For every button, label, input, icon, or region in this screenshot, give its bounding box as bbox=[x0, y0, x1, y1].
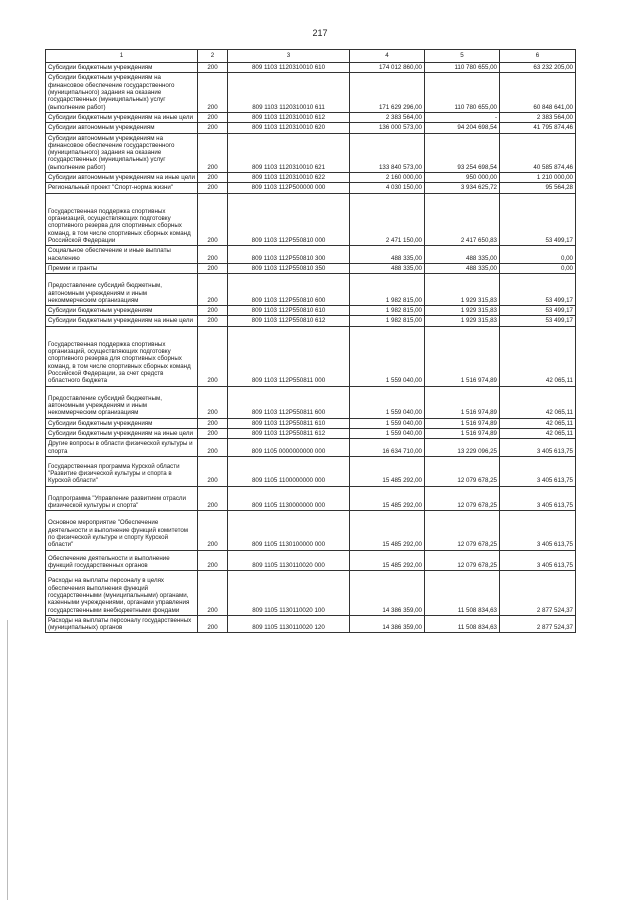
unexecuted-amount: 42 065,11 bbox=[500, 428, 576, 438]
unexecuted-amount: 3 405 613,75 bbox=[500, 511, 576, 550]
budget-item-name: Государственная поддержка спортивных организаций, осуществляющих подготовку спортивного резерва для спортивных сборных команд, в том числе спортивных сборных команд Российской Федерации, за счет средств областного бюджета bbox=[46, 326, 198, 386]
line-code: 200 bbox=[198, 418, 228, 428]
table-row bbox=[46, 386, 576, 418]
line-code: 200 bbox=[198, 550, 228, 571]
unexecuted-amount: 42 065,11 bbox=[500, 386, 576, 418]
unexecuted-amount: 0,00 bbox=[500, 263, 576, 273]
table-row bbox=[46, 418, 576, 428]
approved-amount: 1 982 815,00 bbox=[350, 274, 425, 306]
table-row bbox=[46, 486, 576, 511]
approved-amount: 1 982 815,00 bbox=[350, 316, 425, 326]
budget-classification-code: 809 1103 112P550810 600 bbox=[228, 274, 350, 306]
line-code: 200 bbox=[198, 486, 228, 511]
unexecuted-amount: 42 065,11 bbox=[500, 418, 576, 428]
budget-classification-code: 809 1103 112P550810 000 bbox=[228, 193, 350, 246]
executed-amount: 2 417 650,83 bbox=[425, 193, 500, 246]
budget-classification-code: 809 1105 1100000000 000 bbox=[228, 456, 350, 486]
approved-amount: 1 559 040,00 bbox=[350, 418, 425, 428]
executed-amount: 488 335,00 bbox=[425, 246, 500, 264]
unexecuted-amount: 53 499,17 bbox=[500, 306, 576, 316]
line-code: 200 bbox=[198, 428, 228, 438]
executed-amount: 488 335,00 bbox=[425, 263, 500, 273]
budget-item-name: Обеспечение деятельности и выполнение функций государственных органов bbox=[46, 550, 198, 571]
line-code: 200 bbox=[198, 173, 228, 183]
approved-amount: 15 485 292,00 bbox=[350, 456, 425, 486]
table-row bbox=[46, 263, 576, 273]
line-code: 200 bbox=[198, 123, 228, 133]
table-row bbox=[46, 193, 576, 246]
executed-amount: - bbox=[425, 112, 500, 122]
budget-item-name: Субсидии бюджетным учреждениям bbox=[46, 306, 198, 316]
budget-classification-code: 809 1103 1120310010 622 bbox=[228, 173, 350, 183]
approved-amount: 136 000 573,00 bbox=[350, 123, 425, 133]
budget-classification-code: 809 1103 112P500000 000 bbox=[228, 183, 350, 193]
budget-classification-code: 809 1103 1120310010 611 bbox=[228, 73, 350, 113]
line-code: 200 bbox=[198, 439, 228, 457]
table-row bbox=[46, 246, 576, 264]
budget-classification-code: 809 1103 1120310010 612 bbox=[228, 112, 350, 122]
unexecuted-amount: 40 585 874,46 bbox=[500, 133, 576, 173]
unexecuted-amount: 2 877 524,37 bbox=[500, 571, 576, 616]
table-row bbox=[46, 326, 576, 386]
line-code: 200 bbox=[198, 73, 228, 113]
approved-amount: 171 629 296,00 bbox=[350, 73, 425, 113]
table-row bbox=[46, 550, 576, 571]
budget-item-name: Предоставление субсидий бюджетным, автономным учреждениям и иным некоммерческим организациям bbox=[46, 386, 198, 418]
budget-classification-code: 809 1103 1120310010 620 bbox=[228, 123, 350, 133]
line-code: 200 bbox=[198, 326, 228, 386]
table-row bbox=[46, 63, 576, 73]
approved-amount: 488 335,00 bbox=[350, 263, 425, 273]
column-header: 4 bbox=[350, 50, 425, 63]
table-row bbox=[46, 456, 576, 486]
budget-classification-code: 809 1103 112P550811 610 bbox=[228, 418, 350, 428]
budget-item-name: Субсидии бюджетным учреждениям на иные цели bbox=[46, 428, 198, 438]
executed-amount: 1 516 974,89 bbox=[425, 386, 500, 418]
budget-item-name: Предоставление субсидий бюджетным, автономным учреждениям и иным некоммерческим организациям bbox=[46, 274, 198, 306]
column-header: 6 bbox=[500, 50, 576, 63]
table-row bbox=[46, 439, 576, 457]
executed-amount: 950 000,00 bbox=[425, 173, 500, 183]
approved-amount: 1 559 040,00 bbox=[350, 386, 425, 418]
unexecuted-amount: 2 383 564,00 bbox=[500, 112, 576, 122]
executed-amount: 94 204 698,54 bbox=[425, 123, 500, 133]
unexecuted-amount: 95 564,28 bbox=[500, 183, 576, 193]
approved-amount: 1 559 040,00 bbox=[350, 428, 425, 438]
table-row bbox=[46, 112, 576, 122]
table-row bbox=[46, 183, 576, 193]
unexecuted-amount: 2 877 524,37 bbox=[500, 615, 576, 633]
approved-amount: 15 485 292,00 bbox=[350, 486, 425, 511]
executed-amount: 110 780 655,00 bbox=[425, 73, 500, 113]
executed-amount: 12 079 678,25 bbox=[425, 456, 500, 486]
unexecuted-amount: 53 499,17 bbox=[500, 274, 576, 306]
budget-item-name: Другие вопросы в области физической культуры и спорта bbox=[46, 439, 198, 457]
table-row bbox=[46, 428, 576, 438]
executed-amount: 1 516 974,89 bbox=[425, 326, 500, 386]
table-row bbox=[46, 123, 576, 133]
budget-classification-code: 809 1105 1130100000 000 bbox=[228, 511, 350, 550]
line-code: 200 bbox=[198, 246, 228, 264]
budget-item-name: Основное мероприятие "Обеспечение деятельности и выполнение функций комитетом по физической культуре и спорту Курской области" bbox=[46, 511, 198, 550]
approved-amount: 133 840 573,00 bbox=[350, 133, 425, 173]
approved-amount: 488 335,00 bbox=[350, 246, 425, 264]
approved-amount: 15 485 292,00 bbox=[350, 550, 425, 571]
executed-amount: 12 079 678,25 bbox=[425, 511, 500, 550]
budget-item-name: Субсидии бюджетным учреждениям на иные цели bbox=[46, 316, 198, 326]
approved-amount: 2 471 150,00 bbox=[350, 193, 425, 246]
column-header: 3 bbox=[228, 50, 350, 63]
approved-amount: 4 030 150,00 bbox=[350, 183, 425, 193]
unexecuted-amount: 42 065,11 bbox=[500, 326, 576, 386]
line-code: 200 bbox=[198, 306, 228, 316]
line-code: 200 bbox=[198, 571, 228, 616]
approved-amount: 1 982 815,00 bbox=[350, 306, 425, 316]
executed-amount: 1 929 315,83 bbox=[425, 316, 500, 326]
table-row bbox=[46, 133, 576, 173]
table-row bbox=[46, 615, 576, 633]
approved-amount: 14 386 359,00 bbox=[350, 615, 425, 633]
line-code: 200 bbox=[198, 112, 228, 122]
budget-classification-code: 809 1105 1130110020 000 bbox=[228, 550, 350, 571]
executed-amount: 11 508 834,63 bbox=[425, 615, 500, 633]
approved-amount: 174 012 860,00 bbox=[350, 63, 425, 73]
table-row bbox=[46, 306, 576, 316]
approved-amount: 16 634 710,00 bbox=[350, 439, 425, 457]
line-code: 200 bbox=[198, 386, 228, 418]
table-row bbox=[46, 173, 576, 183]
budget-item-name: Расходы на выплаты персоналу государственных (муниципальных) органов bbox=[46, 615, 198, 633]
budget-item-name: Субсидии автономным учреждениям на финансовое обеспечение государственного (муниципального) задания на оказание государственных (муниципальных) услуг (выполнение работ) bbox=[46, 133, 198, 173]
executed-amount: 3 934 625,72 bbox=[425, 183, 500, 193]
executed-amount: 12 079 678,25 bbox=[425, 486, 500, 511]
line-code: 200 bbox=[198, 511, 228, 550]
table-row bbox=[46, 73, 576, 113]
table-row bbox=[46, 316, 576, 326]
unexecuted-amount: 3 405 613,75 bbox=[500, 456, 576, 486]
budget-item-name: Государственная поддержка спортивных организаций, осуществляющих подготовку спортивного резерва для спортивных сборных команд, в том числе спортивных сборных команд Российской Федерации bbox=[46, 193, 198, 246]
line-code: 200 bbox=[198, 183, 228, 193]
budget-item-name: Субсидии бюджетным учреждениям bbox=[46, 418, 198, 428]
budget-item-name: Субсидии автономным учреждениям bbox=[46, 123, 198, 133]
table-row bbox=[46, 274, 576, 306]
approved-amount: 15 485 292,00 bbox=[350, 511, 425, 550]
executed-amount: 110 780 655,00 bbox=[425, 63, 500, 73]
budget-classification-code: 809 1105 0000000000 000 bbox=[228, 439, 350, 457]
executed-amount: 1 516 974,89 bbox=[425, 418, 500, 428]
executed-amount: 12 079 678,25 bbox=[425, 550, 500, 571]
budget-item-name: Подпрограмма "Управление развитием отрасли физической культуры и спорта" bbox=[46, 486, 198, 511]
budget-item-name: Премии и гранты bbox=[46, 263, 198, 273]
budget-item-name: Субсидии бюджетным учреждениям на финансовое обеспечение государственного (муниципального) задания на оказание государственных (муниципальных) услуг (выполнение работ) bbox=[46, 73, 198, 113]
approved-amount: 14 386 359,00 bbox=[350, 571, 425, 616]
approved-amount: 2 383 564,00 bbox=[350, 112, 425, 122]
budget-classification-code: 809 1105 1130110020 120 bbox=[228, 615, 350, 633]
executed-amount: 11 508 834,63 bbox=[425, 571, 500, 616]
unexecuted-amount: 41 795 874,46 bbox=[500, 123, 576, 133]
budget-item-name: Субсидии бюджетным учреждениям на иные цели bbox=[46, 112, 198, 122]
budget-classification-code: 809 1105 1130000000 000 bbox=[228, 486, 350, 511]
page-number: 217 bbox=[312, 28, 328, 38]
table-row bbox=[46, 511, 576, 550]
budget-classification-code: 809 1105 1130110020 100 bbox=[228, 571, 350, 616]
table-row bbox=[46, 571, 576, 616]
approved-amount: 2 160 000,00 bbox=[350, 173, 425, 183]
unexecuted-amount: 3 405 613,75 bbox=[500, 486, 576, 511]
unexecuted-amount: 63 232 205,00 bbox=[500, 63, 576, 73]
line-code: 200 bbox=[198, 456, 228, 486]
table-header-row bbox=[46, 50, 576, 63]
column-header: 1 bbox=[46, 50, 198, 63]
budget-classification-code: 809 1103 112P550811 612 bbox=[228, 428, 350, 438]
budget-classification-code: 809 1103 112P550810 610 bbox=[228, 306, 350, 316]
unexecuted-amount: 1 210 000,00 bbox=[500, 173, 576, 183]
budget-classification-code: 809 1103 112P550810 612 bbox=[228, 316, 350, 326]
budget-classification-code: 809 1103 112P550810 300 bbox=[228, 246, 350, 264]
budget-classification-code: 809 1103 112P550810 350 bbox=[228, 263, 350, 273]
line-code: 200 bbox=[198, 63, 228, 73]
unexecuted-amount: 0,00 bbox=[500, 246, 576, 264]
budget-item-name: Социальное обеспечение и иные выплаты населению bbox=[46, 246, 198, 264]
unexecuted-amount: 60 848 641,00 bbox=[500, 73, 576, 113]
line-code: 200 bbox=[198, 263, 228, 273]
budget-execution-table bbox=[45, 49, 576, 633]
executed-amount: 1 929 315,83 bbox=[425, 306, 500, 316]
unexecuted-amount: 3 405 613,75 bbox=[500, 439, 576, 457]
budget-item-name: Субсидии автономным учреждениям на иные цели bbox=[46, 173, 198, 183]
table-body bbox=[46, 50, 576, 633]
unexecuted-amount: 3 405 613,75 bbox=[500, 550, 576, 571]
approved-amount: 1 559 040,00 bbox=[350, 326, 425, 386]
column-header: 5 bbox=[425, 50, 500, 63]
budget-classification-code: 809 1103 112P550811 600 bbox=[228, 386, 350, 418]
line-code: 200 bbox=[198, 316, 228, 326]
line-code: 200 bbox=[198, 274, 228, 306]
line-code: 200 bbox=[198, 193, 228, 246]
budget-item-name: Расходы на выплаты персоналу в целях обеспечения выполнения функций государственными (муниципальными) органами, казенными учреждениями, органами управления государственными внебюджетными фондами bbox=[46, 571, 198, 616]
unexecuted-amount: 53 499,17 bbox=[500, 193, 576, 246]
executed-amount: 1 516 974,89 bbox=[425, 428, 500, 438]
executed-amount: 93 254 698,54 bbox=[425, 133, 500, 173]
budget-classification-code: 809 1103 1120310010 621 bbox=[228, 133, 350, 173]
budget-classification-code: 809 1103 112P550811 000 bbox=[228, 326, 350, 386]
line-code: 200 bbox=[198, 615, 228, 633]
budget-item-name: Государственная программа Курской области "Развитие физической культуры и спорта в Курской области" bbox=[46, 456, 198, 486]
column-header: 2 bbox=[198, 50, 228, 63]
budget-item-name: Субсидии бюджетным учреждениям bbox=[46, 63, 198, 73]
unexecuted-amount: 53 499,17 bbox=[500, 316, 576, 326]
scan-edge-line bbox=[7, 620, 8, 900]
executed-amount: 1 929 315,83 bbox=[425, 274, 500, 306]
budget-classification-code: 809 1103 1120310010 610 bbox=[228, 63, 350, 73]
budget-item-name: Региональный проект "Спорт-норма жизни" bbox=[46, 183, 198, 193]
line-code: 200 bbox=[198, 133, 228, 173]
executed-amount: 13 229 096,25 bbox=[425, 439, 500, 457]
